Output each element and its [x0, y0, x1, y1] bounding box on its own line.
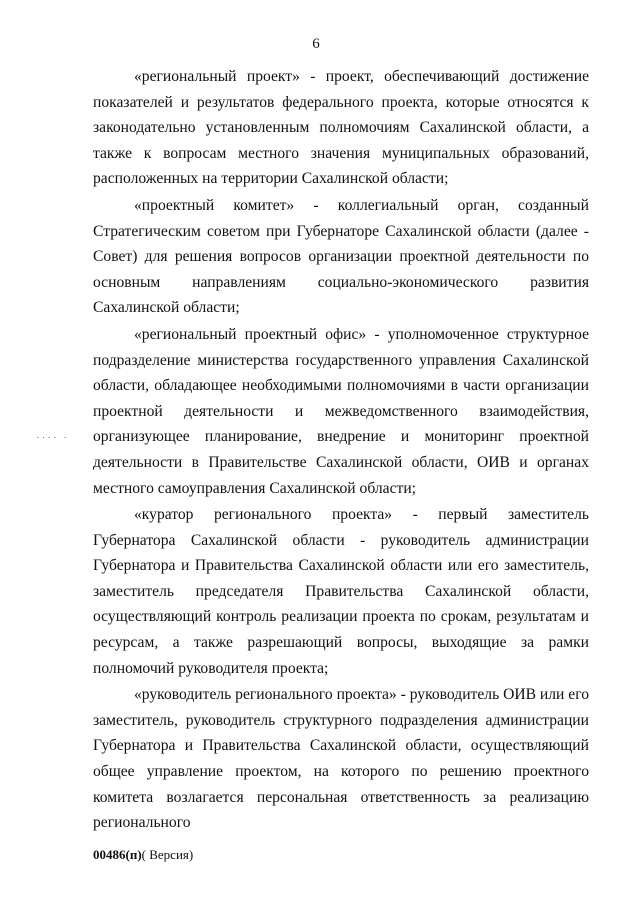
- document-version: ( Версия): [141, 847, 194, 862]
- document-body: [93, 64, 589, 837]
- paragraph-regional-project: «региональный проект» - проект, обеспечивающий достижение показателей и результатов федерального проекта, которые относятся к законодательно установленным полномочиям Сахалинской области, а также к вопросам местного значения муниципальных образований, расположенных на территории Сахалинской области;: [93, 68, 589, 188]
- margin-scan-mark: ···· ·: [36, 432, 70, 444]
- paragraph-regional-project-office: «региональный проектный офис» - уполномоченное структурное подразделение министерства государственного управления Сахалинской области, обладающее необходимыми полномочиями в части организации проектной деятельности и межведомственного взаимодействия, организующее планирование, внедрение и мониторинг проектной деятельности в Правительстве Сахалинской области, ОИВ и органах местного самоуправления Сахалинской области;: [93, 325, 589, 497]
- document-code: 00486(п): [93, 847, 142, 862]
- document-footer: [93, 847, 193, 863]
- paragraph-project-curator: «куратор регионального проекта» - первый заместитель Губернатора Сахалинской области - руководитель администрации Губернатора и Правительства Сахалинской области или его заместитель, заместитель председателя Правительства Сахалинской области, осуществляющий контроль реализации проекта по срокам, результатам и ресурсам, а также разрешающий вопросы, выходящие за рамки полномочий руководителя проекта;: [93, 506, 589, 677]
- page-number: 6: [312, 36, 320, 52]
- paragraph-project-manager: «руководитель регионального проекта» - руководитель ОИВ или его заместитель, руководитель структурного подразделения администрации Губернатора и Правительства Сахалинской области, осуществляющий общее управление проектом, на которого по решению проектного комитета возлагается персональная ответственность за реализацию регионального: [93, 686, 590, 832]
- paragraph-project-committee: «проектный комитет» - коллегиальный орган, созданный Стратегическим советом при Губернаторе Сахалинской области (далее - Совет) для решения вопросов организации проектной деятельности по основным направлениям социально-экономического развития Сахалинской области;: [93, 196, 589, 317]
